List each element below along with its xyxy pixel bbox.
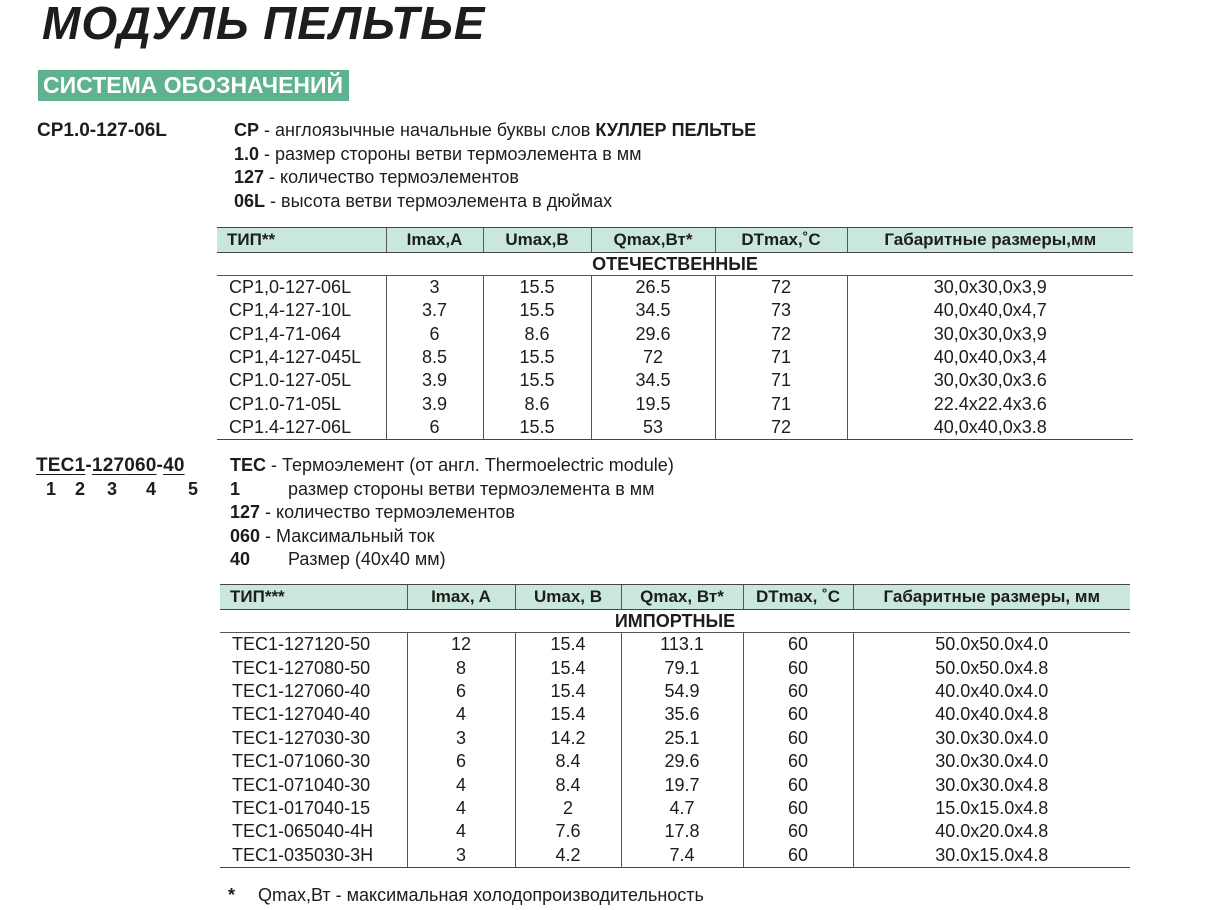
column-header: Imax, A <box>407 585 515 610</box>
table-cell: TEC1-127120-50 <box>232 634 371 655</box>
table-cell: 3.9 <box>386 369 483 392</box>
footnote <box>228 885 704 906</box>
table-cell: TEC1-035030-3H <box>220 844 407 868</box>
table-cell: 8.4 <box>515 773 621 796</box>
table-cell: 30.0x30.0x4.0 <box>853 750 1130 773</box>
table-cell: TEC1-071040-30 <box>232 774 371 795</box>
table-cell: 15.5 <box>483 369 591 392</box>
table-cell: 72 <box>715 276 847 300</box>
table-cell: 60 <box>743 797 853 820</box>
table-cell: 6 <box>407 750 515 773</box>
table-cell: 15.5 <box>483 299 591 322</box>
table-cell: 60 <box>743 773 853 796</box>
table-cell: CP1,4-71-064 <box>229 323 342 344</box>
table-cell: 72 <box>591 346 715 369</box>
table-cell: 34.5 <box>591 369 715 392</box>
table-cell: 79.1 <box>621 656 743 679</box>
imported-modules-table <box>220 584 1130 868</box>
table-cell: 71 <box>715 392 847 415</box>
table-cell: 40,0x40,0x3,4 <box>847 346 1133 369</box>
code-position-number: 2 <box>75 479 86 499</box>
table-cell: CP1,0-127-06L <box>229 277 352 298</box>
table-cell: 60 <box>743 727 853 750</box>
legend-row: CP - англоязычные начальные буквы слов КУЛЛЕР ПЕЛЬТЬЕ <box>234 120 757 140</box>
designation-legend-cp <box>234 119 756 213</box>
table-cell: 72 <box>715 416 847 440</box>
table-row <box>220 656 1130 679</box>
table-row <box>220 844 1130 868</box>
table-cell: 25.1 <box>621 727 743 750</box>
table-cell: 54.9 <box>621 680 743 703</box>
column-header: Qmax, Вт* <box>621 585 743 610</box>
table-cell: 40,0x40,0x3.8 <box>847 416 1133 440</box>
table-cell: 4 <box>407 703 515 726</box>
table-row <box>217 299 1133 322</box>
table-header-row <box>220 585 1130 610</box>
table-cell: CP1.4-127-06L <box>217 416 386 440</box>
column-header: Габаритные размеры,мм <box>847 228 1133 253</box>
table-cell: 3 <box>407 844 515 868</box>
table-cell: 7.6 <box>515 820 621 843</box>
table-row <box>220 703 1130 726</box>
table-cell: 72 <box>715 323 847 346</box>
table-row <box>220 820 1130 843</box>
table-group-row <box>220 610 1130 633</box>
code-position-number: 4 <box>146 479 157 499</box>
legend-row: TEC - Термоэлемент (от англ. Thermoelectric module) <box>230 455 674 475</box>
table-row <box>220 773 1130 796</box>
legend-row: 060 - Максимальный ток <box>230 525 435 546</box>
table-cell: 60 <box>743 820 853 843</box>
table-cell: 22.4x22.4x3.6 <box>847 392 1133 415</box>
table-row <box>220 727 1130 750</box>
table-cell: 7.4 <box>621 844 743 868</box>
table-cell: 30.0x15.0x4.8 <box>853 844 1130 868</box>
designation-legend-tec <box>230 454 674 572</box>
table-cell: 3.7 <box>386 299 483 322</box>
table-cell: 73 <box>715 299 847 322</box>
table-cell: 53 <box>591 416 715 440</box>
table-row <box>217 323 1133 346</box>
table-cell: TEC1-127060-40 <box>232 680 371 701</box>
code-position-number: 1 <box>46 479 57 499</box>
table-cell: 2 <box>515 797 621 820</box>
table-row <box>220 680 1130 703</box>
table-cell: 26.5 <box>591 276 715 300</box>
table-cell: CP1,4-127-045L <box>229 347 362 368</box>
table-cell: 50.0x50.0x4.8 <box>853 656 1130 679</box>
table-cell: 15.5 <box>483 416 591 440</box>
table-cell: 30,0x30,0x3.6 <box>847 369 1133 392</box>
table-cell: 6 <box>386 416 483 440</box>
table-cell: 4.2 <box>515 844 621 868</box>
table-cell: 40.0x40.0x4.0 <box>853 680 1130 703</box>
legend-row: 40 Размер (40x40 мм) <box>230 549 446 569</box>
table-cell: 60 <box>743 680 853 703</box>
table-cell: 35.6 <box>621 703 743 726</box>
table-row <box>220 750 1130 773</box>
table-cell: 8.5 <box>386 346 483 369</box>
table-cell: 29.6 <box>621 750 743 773</box>
table-cell: 14.2 <box>515 727 621 750</box>
table-cell: 3 <box>386 276 483 300</box>
table-cell: 60 <box>743 633 853 657</box>
table-cell: 15.0x15.0x4.8 <box>853 797 1130 820</box>
table-row <box>217 392 1133 415</box>
table-cell: 15.4 <box>515 633 621 657</box>
table-cell: 4 <box>407 773 515 796</box>
table-row <box>217 276 1133 300</box>
section-badge: СИСТЕМА ОБОЗНАЧЕНИЙ <box>38 70 349 101</box>
table-cell: 4.7 <box>621 797 743 820</box>
table-cell: 8.6 <box>483 392 591 415</box>
table-cell: 19.5 <box>591 392 715 415</box>
table-cell: CP1,4-127-10L <box>229 300 352 321</box>
table-cell: 40,0x40,0x4,7 <box>847 299 1133 322</box>
legend-row: 06L - высота ветви термоэлемента в дюймах <box>234 190 613 211</box>
table-cell: 71 <box>715 369 847 392</box>
legend-row: 127 - количество термоэлементов <box>234 167 519 187</box>
table-group-row <box>217 253 1133 276</box>
footnote-text: Qmax,Вт - максимальная холодопроизводительность <box>258 885 704 905</box>
table-cell: 71 <box>715 346 847 369</box>
table-cell: TEC1-127030-30 <box>232 727 371 748</box>
group-label: ОТЕЧЕСТВЕННЫЕ <box>217 253 1133 276</box>
column-header: Imax,A <box>386 228 483 253</box>
table-cell: 113.1 <box>621 633 743 657</box>
table-cell: 3.9 <box>386 392 483 415</box>
table-cell: 6 <box>407 680 515 703</box>
table-cell: 34.5 <box>591 299 715 322</box>
column-header: ТИП** <box>217 228 386 253</box>
table-row <box>220 797 1130 820</box>
table-cell: 60 <box>743 656 853 679</box>
table-cell: 6 <box>386 323 483 346</box>
table-cell: 30.0x30.0x4.8 <box>853 773 1130 796</box>
table-row <box>217 346 1133 369</box>
table-cell: 30,0x30,0x3,9 <box>847 323 1133 346</box>
table-cell: 30.0x30.0x4.0 <box>853 727 1130 750</box>
table-row <box>217 369 1133 392</box>
table-cell: 60 <box>743 844 853 868</box>
table-cell: TEC1-127080-50 <box>232 657 371 678</box>
table-cell: 15.4 <box>515 656 621 679</box>
table-cell: 15.5 <box>483 346 591 369</box>
table-cell: 4 <box>407 820 515 843</box>
table-cell: 30,0x30,0x3,9 <box>847 276 1133 300</box>
column-header: Габаритные размеры, мм <box>853 585 1130 610</box>
table-cell: 15.4 <box>515 680 621 703</box>
table-cell: CP1.0-71-05L <box>229 393 342 414</box>
table-cell: 60 <box>743 750 853 773</box>
legend-row: 1 размер стороны ветви термоэлемента в мм <box>230 478 655 499</box>
column-header: DTmax,˚C <box>715 228 847 253</box>
code-position-number: 3 <box>107 479 118 499</box>
table-cell: 29.6 <box>591 323 715 346</box>
table-cell: 60 <box>743 703 853 726</box>
legend-row: 1.0 - размер стороны ветви термоэлемента в мм <box>234 143 642 164</box>
code-position-number: 5 <box>188 479 199 499</box>
table-cell: 15.4 <box>515 703 621 726</box>
table-cell: 4 <box>407 797 515 820</box>
designation-code-tec: TEC1-127060-40 <box>36 455 185 476</box>
page-title: МОДУЛЬ ПЕЛЬТЬЕ <box>42 0 486 49</box>
table-cell: 8.4 <box>515 750 621 773</box>
table-row <box>217 416 1133 440</box>
table-header-row <box>217 228 1133 253</box>
column-header: ТИП*** <box>220 585 407 610</box>
domestic-modules-table <box>217 227 1133 440</box>
table-cell: 8.6 <box>483 323 591 346</box>
table-cell: 8 <box>407 656 515 679</box>
table-cell: 15.5 <box>483 276 591 300</box>
table-cell: 17.8 <box>621 820 743 843</box>
table-cell: CP1.0-127-05L <box>229 370 352 391</box>
table-cell: TEC1-071060-30 <box>232 751 371 772</box>
table-cell: 40.0x40.0x4.8 <box>853 703 1130 726</box>
designation-code-cp: CP1.0-127-06L <box>37 120 167 141</box>
column-header: DTmax, ˚C <box>743 585 853 610</box>
table-row <box>220 633 1130 657</box>
legend-row: 127 - количество термоэлементов <box>230 502 515 522</box>
group-label: ИМПОРТНЫЕ <box>220 610 1130 633</box>
table-cell: 12 <box>407 633 515 657</box>
column-header: Qmax,Вт* <box>591 228 715 253</box>
table-cell: 40.0x20.0x4.8 <box>853 820 1130 843</box>
column-header: Umax,B <box>483 228 591 253</box>
table-cell: 50.0x50.0x4.0 <box>853 633 1130 657</box>
table-cell: TEC1-065040-4H <box>232 821 374 842</box>
table-cell: TEC1-127040-40 <box>232 704 371 725</box>
footnote-marker: * <box>228 885 236 905</box>
table-cell: 3 <box>407 727 515 750</box>
column-header: Umax, B <box>515 585 621 610</box>
table-cell: TEC1-017040-15 <box>232 797 371 818</box>
table-cell: 19.7 <box>621 773 743 796</box>
